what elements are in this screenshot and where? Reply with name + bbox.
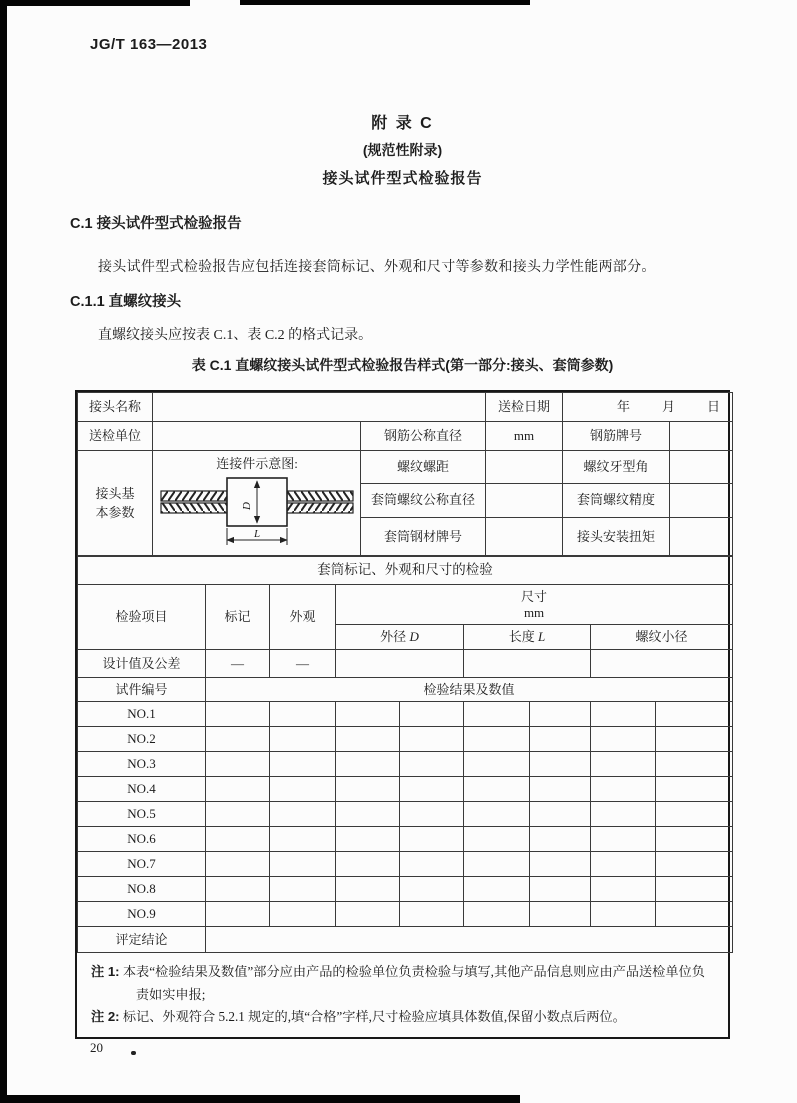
design-mark-cell: — <box>206 650 270 678</box>
sleeve-thread-dia-value-cell <box>486 484 563 518</box>
report-title: 接头试件型式检验报告 <box>322 170 483 187</box>
result-cell <box>270 727 336 752</box>
result-cell <box>206 852 270 877</box>
result-cell <box>530 902 591 927</box>
basic-params-label-cell <box>78 451 153 556</box>
conclusion-label-cell: 评定结论 <box>78 927 206 953</box>
result-cell <box>336 852 400 877</box>
result-cell <box>336 702 400 727</box>
scan-artifact-top-left <box>0 0 190 6</box>
result-cell <box>530 877 591 902</box>
specimen-label-cell: NO.2 <box>78 727 206 752</box>
table-notes <box>77 953 728 1036</box>
result-cell <box>591 727 656 752</box>
result-cell <box>656 777 733 802</box>
heading-c11: C.1.1 直螺纹接头 <box>70 294 182 310</box>
specimen-row <box>78 727 733 752</box>
design-appearance-cell: — <box>270 650 336 678</box>
result-cell <box>206 752 270 777</box>
result-header-cell: 检验结果及数值 <box>206 678 733 702</box>
install-torque-value-cell <box>670 518 733 556</box>
rebar-left-bottom <box>161 503 227 513</box>
specimen-label-cell: NO.7 <box>78 852 206 877</box>
design-row-label-cell: 设计值及公差 <box>78 650 206 678</box>
specimen-label-cell: NO.1 <box>78 702 206 727</box>
specimen-row <box>78 752 733 777</box>
result-cell <box>530 802 591 827</box>
diagram-label: 连接件示意图: <box>215 456 298 471</box>
scan-artifact-top-mid <box>240 0 530 5</box>
submission-date-value-cell: 年 月 日 <box>563 393 733 422</box>
result-cell <box>270 777 336 802</box>
specimen-label-cell: NO.6 <box>78 827 206 852</box>
rebar-right-top <box>287 491 353 501</box>
result-cell <box>400 702 464 727</box>
specimen-row <box>78 852 733 877</box>
specimen-row <box>78 827 733 852</box>
result-cell <box>530 727 591 752</box>
result-cell <box>656 802 733 827</box>
note-1-label: 注 1: <box>91 964 120 980</box>
result-cell <box>591 802 656 827</box>
connector-diagram <box>154 451 360 551</box>
result-cell <box>270 702 336 727</box>
result-cell <box>400 902 464 927</box>
joint-name-value-cell <box>153 393 486 422</box>
rebar-grade-value-cell <box>670 422 733 451</box>
result-cell <box>400 727 464 752</box>
note-1-text: 本表“检验结果及数值”部分应由产品的检验单位负责检验与填写,其他产品信息则应由产品送检单位负责如实申报; <box>122 964 705 1002</box>
design-minor-dia-cell <box>591 650 733 678</box>
note-2-label: 注 2: <box>91 1009 120 1025</box>
specimen-label-cell: NO.9 <box>78 902 206 927</box>
outer-dia-text: 外径 <box>380 629 410 645</box>
sleeve-steel-grade-label-cell: 套筒钢材牌号 <box>361 518 486 556</box>
result-cell <box>336 727 400 752</box>
result-cell <box>656 727 733 752</box>
basic-params-line1: 接头基 <box>95 485 135 501</box>
specimen-label-cell: NO.3 <box>78 752 206 777</box>
result-cell <box>464 827 530 852</box>
report-table <box>75 390 730 1039</box>
outer-dia-symbol: D <box>409 629 419 645</box>
inspection-table <box>77 556 733 953</box>
scan-artifact-dot <box>131 1051 136 1055</box>
specimen-header-label-cell: 试件编号 <box>78 678 206 702</box>
result-cell <box>464 852 530 877</box>
thread-pitch-value-cell <box>486 451 563 484</box>
size-header-unit: mm <box>523 604 545 620</box>
doc-number: JG/T 163—2013 <box>90 36 208 53</box>
result-cell <box>400 852 464 877</box>
submitting-unit-value-cell <box>153 422 361 451</box>
result-cell <box>591 852 656 877</box>
result-cell <box>464 902 530 927</box>
paragraph-c11: 直螺纹接头应按表 C.1、表 C.2 的格式记录。 <box>98 328 373 343</box>
result-cell <box>591 752 656 777</box>
page-number: 20 <box>90 1040 103 1055</box>
conclusion-value-cell <box>206 927 733 953</box>
result-cell <box>530 852 591 877</box>
result-cell <box>530 777 591 802</box>
result-cell <box>400 777 464 802</box>
dim-label-l: L <box>253 528 260 540</box>
result-cell <box>206 877 270 902</box>
submitting-unit-label-cell: 送检单位 <box>78 422 153 451</box>
length-text: 长度 <box>508 629 539 645</box>
result-cell <box>270 902 336 927</box>
scan-artifact-bottom-edge <box>0 1095 520 1103</box>
rebar-left-top <box>161 491 227 501</box>
specimen-row <box>78 702 733 727</box>
dim-label-d: D <box>240 502 253 510</box>
result-cell <box>206 727 270 752</box>
result-cell <box>656 752 733 777</box>
design-outer-dia-cell <box>336 650 464 678</box>
length-symbol: L <box>538 629 546 645</box>
result-cell <box>400 877 464 902</box>
result-cell <box>464 727 530 752</box>
result-cell <box>336 802 400 827</box>
result-cell <box>656 827 733 852</box>
length-header-cell <box>464 625 591 650</box>
scan-artifact-left-edge <box>0 0 7 1103</box>
design-length-cell <box>464 650 591 678</box>
result-cell <box>206 902 270 927</box>
heading-c1: C.1 接头试件型式检验报告 <box>70 216 242 232</box>
result-cell <box>530 702 591 727</box>
result-cell <box>270 802 336 827</box>
title-block <box>75 110 730 188</box>
thread-angle-value-cell <box>670 451 733 484</box>
result-cell <box>400 752 464 777</box>
result-cell <box>206 827 270 852</box>
result-cell <box>464 752 530 777</box>
result-cell <box>656 702 733 727</box>
result-cell <box>270 877 336 902</box>
result-cell <box>400 827 464 852</box>
normative-subtitle: (规范性附录) <box>362 142 443 158</box>
note-2 <box>91 1006 716 1028</box>
paragraph-c1: 接头试件型式检验报告应包括连接套筒标记、外观和尺寸等参数和接头力学性能两部分。 <box>98 260 656 275</box>
result-cell <box>464 802 530 827</box>
basic-params-line2: 本参数 <box>95 505 135 521</box>
appendix-title: 附 录 C <box>371 115 434 132</box>
size-header-cell <box>336 585 733 625</box>
result-cell <box>336 877 400 902</box>
specimen-label-cell: NO.8 <box>78 877 206 902</box>
rebar-diameter-label-cell: 钢筋公称直径 <box>361 422 486 451</box>
sleeve-thread-precision-value-cell <box>670 484 733 518</box>
result-cell <box>206 702 270 727</box>
result-cell <box>591 877 656 902</box>
result-cell <box>336 777 400 802</box>
result-cell <box>530 827 591 852</box>
sleeve-thread-dia-label-cell: 套筒螺纹公称直径 <box>361 484 486 518</box>
mark-header-cell: 标记 <box>206 585 270 650</box>
specimen-label-cell: NO.4 <box>78 777 206 802</box>
upper-param-table <box>77 392 733 556</box>
note-1 <box>91 961 716 1006</box>
section-header-cell: 套筒标记、外观和尺寸的检验 <box>78 557 733 585</box>
result-cell <box>206 802 270 827</box>
note-2-text: 标记、外观符合 5.2.1 规定的,填“合格”字样,尺寸检验应填具体数值,保留小数点后两位。 <box>122 1009 626 1025</box>
result-cell <box>656 902 733 927</box>
result-cell <box>270 752 336 777</box>
connector-diagram-cell <box>153 451 361 556</box>
minor-dia-text: 螺纹小径 <box>635 629 688 645</box>
result-cell <box>464 777 530 802</box>
sleeve-steel-grade-value-cell <box>486 518 563 556</box>
result-cell <box>206 777 270 802</box>
result-cell <box>591 777 656 802</box>
outer-dia-header-cell <box>336 625 464 650</box>
specimen-label-cell: NO.5 <box>78 802 206 827</box>
joint-name-label-cell: 接头名称 <box>78 393 153 422</box>
specimen-row <box>78 877 733 902</box>
submission-date-label-cell: 送检日期 <box>486 393 563 422</box>
result-cell <box>336 827 400 852</box>
result-cell <box>591 827 656 852</box>
result-cell <box>270 852 336 877</box>
rebar-diameter-unit-cell: mm <box>486 422 563 451</box>
inspection-item-header-cell: 检验项目 <box>78 585 206 650</box>
sleeve-thread-precision-label-cell: 套筒螺纹精度 <box>563 484 670 518</box>
result-cell <box>464 877 530 902</box>
table-caption: 表 C.1 直螺纹接头试件型式检验报告样式(第一部分:接头、套筒参数) <box>191 357 614 373</box>
result-cell <box>591 702 656 727</box>
thread-angle-label-cell: 螺纹牙型角 <box>563 451 670 484</box>
specimen-row <box>78 777 733 802</box>
result-cell <box>656 877 733 902</box>
result-cell <box>400 802 464 827</box>
thread-pitch-label-cell: 螺纹螺距 <box>361 451 486 484</box>
result-cell <box>464 702 530 727</box>
specimen-row <box>78 802 733 827</box>
result-cell <box>530 752 591 777</box>
result-cell <box>336 902 400 927</box>
result-cell <box>656 852 733 877</box>
rebar-right-bottom <box>287 503 353 513</box>
install-torque-label-cell: 接头安装扭矩 <box>563 518 670 556</box>
specimen-row <box>78 902 733 927</box>
size-header-label: 尺寸 <box>521 588 548 604</box>
result-cell <box>270 827 336 852</box>
minor-dia-header-cell <box>591 625 733 650</box>
appearance-header-cell: 外观 <box>270 585 336 650</box>
result-cell <box>336 752 400 777</box>
result-cell <box>591 902 656 927</box>
rebar-grade-label-cell: 钢筋牌号 <box>563 422 670 451</box>
